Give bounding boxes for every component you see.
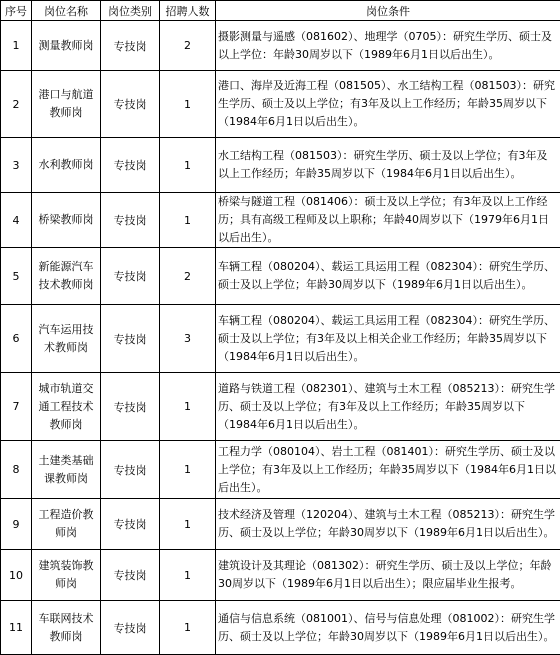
cell-count: 1 [160, 550, 216, 601]
header-category: 岗位类别 [101, 1, 160, 21]
cell-category: 专技岗 [101, 550, 160, 601]
cell-position: 工程造价教师岗 [32, 499, 101, 550]
cell-requirements: 车辆工程（080204）、载运工具运用工程（082304）：研究生学历、硕士及以上学位；年龄30周岁以下（1989年6月1日以后出生）。 [216, 248, 560, 305]
cell-count: 1 [160, 193, 216, 248]
cell-requirements: 港口、海岸及近海工程（081505）、水工结构工程（081503）：研究生学历、硕士及以上学位；有3年及以上工作经历；年龄35周岁以下（1984年6月1日以后出生）。 [216, 71, 560, 138]
cell-position: 车联网技术教师岗 [32, 601, 101, 655]
cell-position: 新能源汽车技术教师岗 [32, 248, 101, 305]
cell-no: 10 [1, 550, 32, 601]
cell-requirements: 水工结构工程（081503）：研究生学历、硕士及以上学位；有3年及以上工作经历；年龄35周岁以下（1984年6月1日以后出生）。 [216, 138, 560, 193]
cell-position: 测量教师岗 [32, 21, 101, 71]
cell-requirements: 道路与铁道工程（082301）、建筑与土木工程（085213）：研究生学历、硕士及以上学位；有3年及以上工作经历；年龄35周岁以下（1984年6月1日以后出生）。 [216, 373, 560, 441]
table-row [1, 138, 560, 193]
table-row [1, 550, 560, 601]
table-row [1, 71, 560, 138]
cell-requirements: 车辆工程（080204）、载运工具运用工程（082304）：研究生学历、硕士及以上学位；有3年及以上相关企业工作经历；年龄35周岁以下（1984年6月1日以后出生）。 [216, 305, 560, 373]
table-row [1, 248, 560, 305]
cell-position: 港口与航道教师岗 [32, 71, 101, 138]
cell-count: 1 [160, 441, 216, 499]
table-row [1, 601, 560, 655]
cell-position: 桥梁教师岗 [32, 193, 101, 248]
table-row [1, 499, 560, 550]
header-no: 序号 [1, 1, 32, 21]
cell-count: 2 [160, 248, 216, 305]
cell-category: 专技岗 [101, 373, 160, 441]
cell-count: 3 [160, 305, 216, 373]
cell-count: 1 [160, 499, 216, 550]
cell-requirements: 通信与信息系统（081001）、信号与信息处理（081002）：研究生学历、硕士及以上学位；年龄30周岁以下（1989年6月1日以后出生）。 [216, 601, 560, 655]
cell-no: 9 [1, 499, 32, 550]
cell-count: 1 [160, 71, 216, 138]
cell-count: 2 [160, 21, 216, 71]
cell-category: 专技岗 [101, 248, 160, 305]
cell-category: 专技岗 [101, 193, 160, 248]
cell-no: 7 [1, 373, 32, 441]
cell-no: 8 [1, 441, 32, 499]
cell-count: 1 [160, 138, 216, 193]
table-row [1, 441, 560, 499]
table-row [1, 193, 560, 248]
cell-count: 1 [160, 373, 216, 441]
cell-no: 4 [1, 193, 32, 248]
cell-position: 建筑装饰教师岗 [32, 550, 101, 601]
cell-requirements: 摄影测量与遥感（081602）、地理学（0705）：研究生学历、硕士及以上学位：年龄30周岁以下（1989年6月1日以后出生）。 [216, 21, 560, 71]
cell-requirements: 工程力学（080104）、岩土工程（081401）：研究生学历、硕士及以上学位；有3年及以上工作经历；年龄35周岁以下（1984年6月1日以后出生）。 [216, 441, 560, 499]
cell-no: 2 [1, 71, 32, 138]
cell-category: 专技岗 [101, 21, 160, 71]
cell-no: 3 [1, 138, 32, 193]
table-row [1, 21, 560, 71]
cell-category: 专技岗 [101, 499, 160, 550]
cell-position: 水利教师岗 [32, 138, 101, 193]
cell-no: 6 [1, 305, 32, 373]
cell-position: 城市轨道交通工程技术教师岗 [32, 373, 101, 441]
cell-category: 专技岗 [101, 441, 160, 499]
cell-category: 专技岗 [101, 601, 160, 655]
cell-position: 土建类基础课教师岗 [32, 441, 101, 499]
table-row [1, 373, 560, 441]
cell-no: 5 [1, 248, 32, 305]
header-requirements: 岗位条件 [216, 1, 560, 21]
cell-count: 1 [160, 601, 216, 655]
cell-requirements: 技术经济及管理（120204）、建筑与土木工程（085213）：研究生学历、硕士及以上学位；年龄30周岁以下（1989年6月1日以后出生）。 [216, 499, 560, 550]
cell-no: 1 [1, 21, 32, 71]
cell-position: 汽车运用技术教师岗 [32, 305, 101, 373]
header-count: 招聘人数 [160, 1, 216, 21]
header-row [1, 1, 560, 21]
cell-requirements: 桥梁与隧道工程（081406）：硕士及以上学位；有3年及以上工作经历；具有高级工程师及以上职称；年龄40周岁以下（1979年6月1日以后出生）。 [216, 193, 560, 248]
cell-no: 11 [1, 601, 32, 655]
table-row [1, 305, 560, 373]
cell-category: 专技岗 [101, 71, 160, 138]
cell-requirements: 建筑设计及其理论（081302）：研究生学历、硕士及以上学位；年龄30周岁以下（1989年6月1日以后出生）；限应届毕业生报考。 [216, 550, 560, 601]
header-name: 岗位名称 [32, 1, 101, 21]
cell-category: 专技岗 [101, 305, 160, 373]
cell-category: 专技岗 [101, 138, 160, 193]
